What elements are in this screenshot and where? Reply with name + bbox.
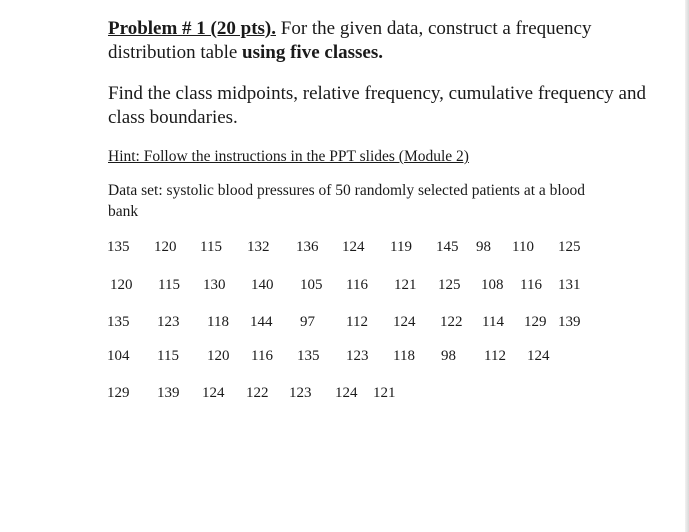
data-value: 112 [484,348,506,364]
data-value: 115 [158,277,180,293]
data-value: 105 [300,277,323,293]
data-value: 129 [524,314,547,330]
data-value: 120 [110,277,133,293]
data-value: 120 [207,348,230,364]
data-value: 130 [203,277,226,293]
page-edge-shadow [685,0,689,532]
dataset-description: Data set: systolic blood pressures of 50 randomly selected patients at a blood bank [108,182,585,220]
data-value: 119 [390,239,412,255]
data-value: 125 [438,277,461,293]
data-value: 118 [207,314,229,330]
data-value: 116 [520,277,542,293]
data-value: 135 [107,314,130,330]
data-value: 124 [342,239,365,255]
data-value: 124 [202,385,225,401]
problem-text: For the given data, construct a frequency distribution table [108,18,592,63]
data-value: 140 [251,277,274,293]
data-value: 123 [157,314,180,330]
data-value: 118 [393,348,415,364]
data-value: 123 [289,385,312,401]
data-value: 115 [200,239,222,255]
data-value: 112 [346,314,368,330]
data-value: 123 [346,348,369,364]
data-value: 115 [157,348,179,364]
data-value: 122 [440,314,463,330]
data-value: 136 [296,239,319,255]
data-value: 139 [157,385,180,401]
problem-bold-text: using five classes. [242,42,383,63]
data-value: 121 [373,385,396,401]
data-value: 121 [394,277,417,293]
data-value: 135 [107,239,130,255]
data-value: 129 [107,385,130,401]
data-value: 122 [246,385,269,401]
data-value: 145 [436,239,459,255]
data-value: 135 [297,348,320,364]
data-value: 124 [393,314,416,330]
data-value: 120 [154,239,177,255]
problem-label: Problem # 1 (20 pts). [108,18,276,39]
data-value: 124 [527,348,550,364]
data-value: 97 [300,314,315,330]
data-value: 108 [481,277,504,293]
data-value: 132 [247,239,270,255]
data-value: 116 [346,277,368,293]
data-value: 104 [107,348,130,364]
instructions-text: Find the class midpoints, relative frequency, cumulative frequency and class boundaries. [108,83,646,128]
data-value: 144 [250,314,273,330]
data-value: 124 [335,385,358,401]
data-value: 98 [441,348,456,364]
data-value: 125 [558,239,581,255]
data-value: 98 [476,239,491,255]
data-value: 116 [251,348,273,364]
hint-text: Hint: Follow the instructions in the PPT slides (Module 2) [108,148,469,165]
data-value: 114 [482,314,504,330]
data-value: 131 [558,277,581,293]
problem-statement [108,17,668,65]
data-value: 139 [558,314,581,330]
data-value: 110 [512,239,534,255]
